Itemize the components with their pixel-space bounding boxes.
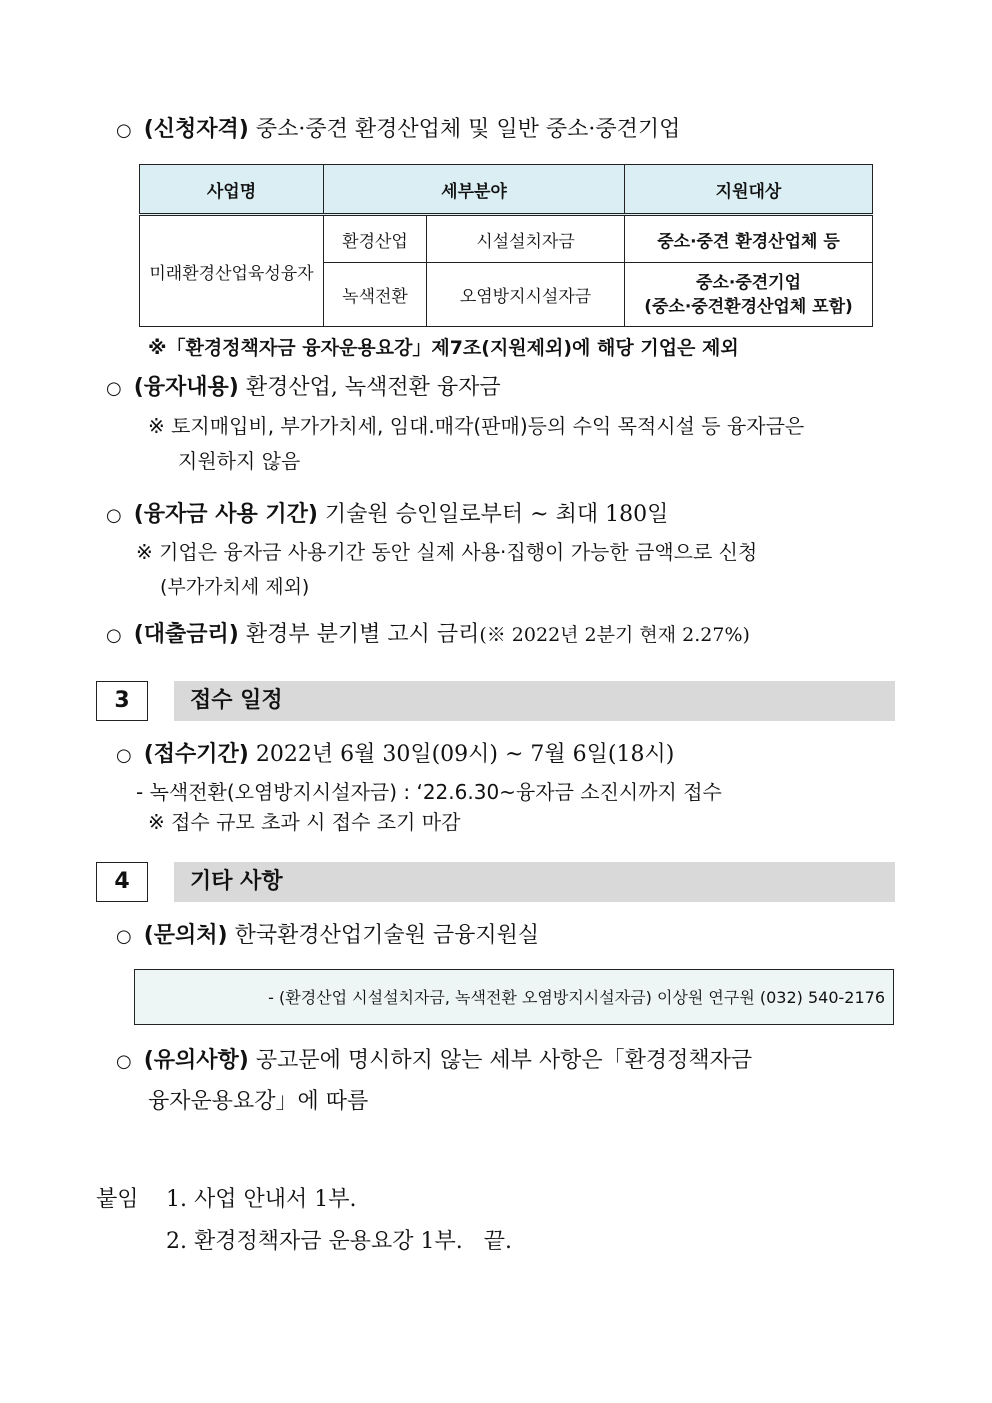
loan-content-note: 지원하지 않음 (178, 449, 301, 473)
target-line: 중소·중견기업 (696, 272, 802, 293)
contact-text: - (환경산업 시설설치자금, 녹색전환 오염방지시설자금) 이상원 연구원 (032) 540-2176 (268, 988, 885, 1007)
bullet-marker: ○ (116, 926, 132, 947)
contact-box (134, 969, 894, 1025)
program-table (139, 164, 873, 327)
caution-text: 공고문에 명시하지 않는 세부 사항은「환경정책자금 (255, 1048, 753, 1073)
bullet-marker: ○ (116, 745, 132, 766)
fund-cell: 오염방지시설자금 (427, 263, 625, 327)
reception-sub: - 녹색전환(오염방지시설자금) : ‘22.6.30~융자금 소진시까지 접수 (136, 780, 722, 804)
interest-line (106, 620, 750, 651)
inquiry-text: 한국환경산업기술원 금융지원실 (234, 923, 540, 948)
section-header-3 (96, 681, 895, 721)
field-cell: 녹색전환 (324, 263, 427, 327)
inquiry-label: (문의처) (143, 923, 228, 948)
reception-line (116, 740, 674, 771)
eligibility-text: 중소·중견 환경산업체 및 일반 중소·중견기업 (255, 117, 681, 142)
section-number: 4 (96, 862, 148, 902)
bullet-marker: ○ (106, 625, 122, 646)
header-detail: 세부분야 (324, 165, 625, 215)
interest-suffix: (※ 2022년 2분기 현재 2.27%) (479, 624, 750, 646)
reception-label: (접수기간) (143, 742, 249, 767)
target-cell: 중소·중견 환경산업체 등 (625, 215, 873, 263)
reception-note: ※ 접수 규모 초과 시 접수 조기 마감 (148, 810, 461, 834)
target-line: (중소·중견환경산업체 포함) (644, 296, 853, 317)
caution-text-2: 융자운용요강」에 따름 (148, 1089, 369, 1114)
eligibility-line (116, 115, 680, 146)
eligibility-label: (신청자격) (143, 117, 249, 142)
reception-text: 2022년 6월 30일(09시) ~ 7월 6일(18시) (255, 742, 675, 767)
usage-period-note: (부가가치세 제외) (160, 576, 310, 598)
inquiry-line (116, 921, 539, 952)
usage-period-label: (융자금 사용 기간) (133, 502, 318, 527)
caution-label: (유의사항) (143, 1048, 249, 1073)
section-number: 3 (96, 681, 148, 721)
caution-line (116, 1046, 752, 1077)
usage-period-text: 기술원 승인일로부터 ~ 최대 180일 (324, 502, 669, 527)
section-title: 기타 사항 (174, 862, 895, 902)
attachment-item-1: 1. 사업 안내서 1부. (166, 1187, 357, 1212)
section-header-4 (96, 862, 895, 902)
bullet-marker: ○ (106, 378, 122, 399)
fund-cell: 시설설치자금 (427, 215, 625, 263)
section-title: 접수 일정 (174, 681, 895, 721)
loan-content-text: 환경산업, 녹색전환 융자금 (245, 375, 501, 400)
usage-period-note: ※ 기업은 융자금 사용기간 동안 실제 사용·집행이 가능한 금액으로 신청 (136, 540, 758, 564)
bullet-marker: ○ (106, 505, 122, 526)
interest-label: (대출금리) (133, 622, 239, 647)
attachment-item-2-text: 2. 환경정책자금 운용요강 1부. (166, 1229, 463, 1254)
bullet-marker: ○ (116, 120, 132, 141)
loan-content-label: (융자내용) (133, 375, 239, 400)
interest-text: 환경부 분기별 고시 금리 (245, 622, 480, 647)
usage-period-line (106, 500, 668, 531)
loan-content-note: ※ 토지매입비, 부가가치세, 임대.매각(판매)등의 수익 목적시설 등 융자금은 (148, 414, 805, 438)
target-cell (625, 263, 873, 327)
table-footnote: ※「환경정책자금 융자운용요강」제7조(지원제외)에 해당 기업은 제외 (148, 337, 739, 359)
header-target: 지원대상 (625, 165, 873, 215)
header-program: 사업명 (140, 165, 324, 215)
field-cell: 환경산업 (324, 215, 427, 263)
attachment-item-2 (166, 1227, 512, 1257)
loan-content-line (106, 373, 501, 404)
end-mark: 끝. (483, 1229, 512, 1254)
program-name-cell: 미래환경산업육성융자 (140, 215, 324, 327)
attachments-label: 붙임 (96, 1187, 139, 1212)
bullet-marker: ○ (116, 1051, 132, 1072)
